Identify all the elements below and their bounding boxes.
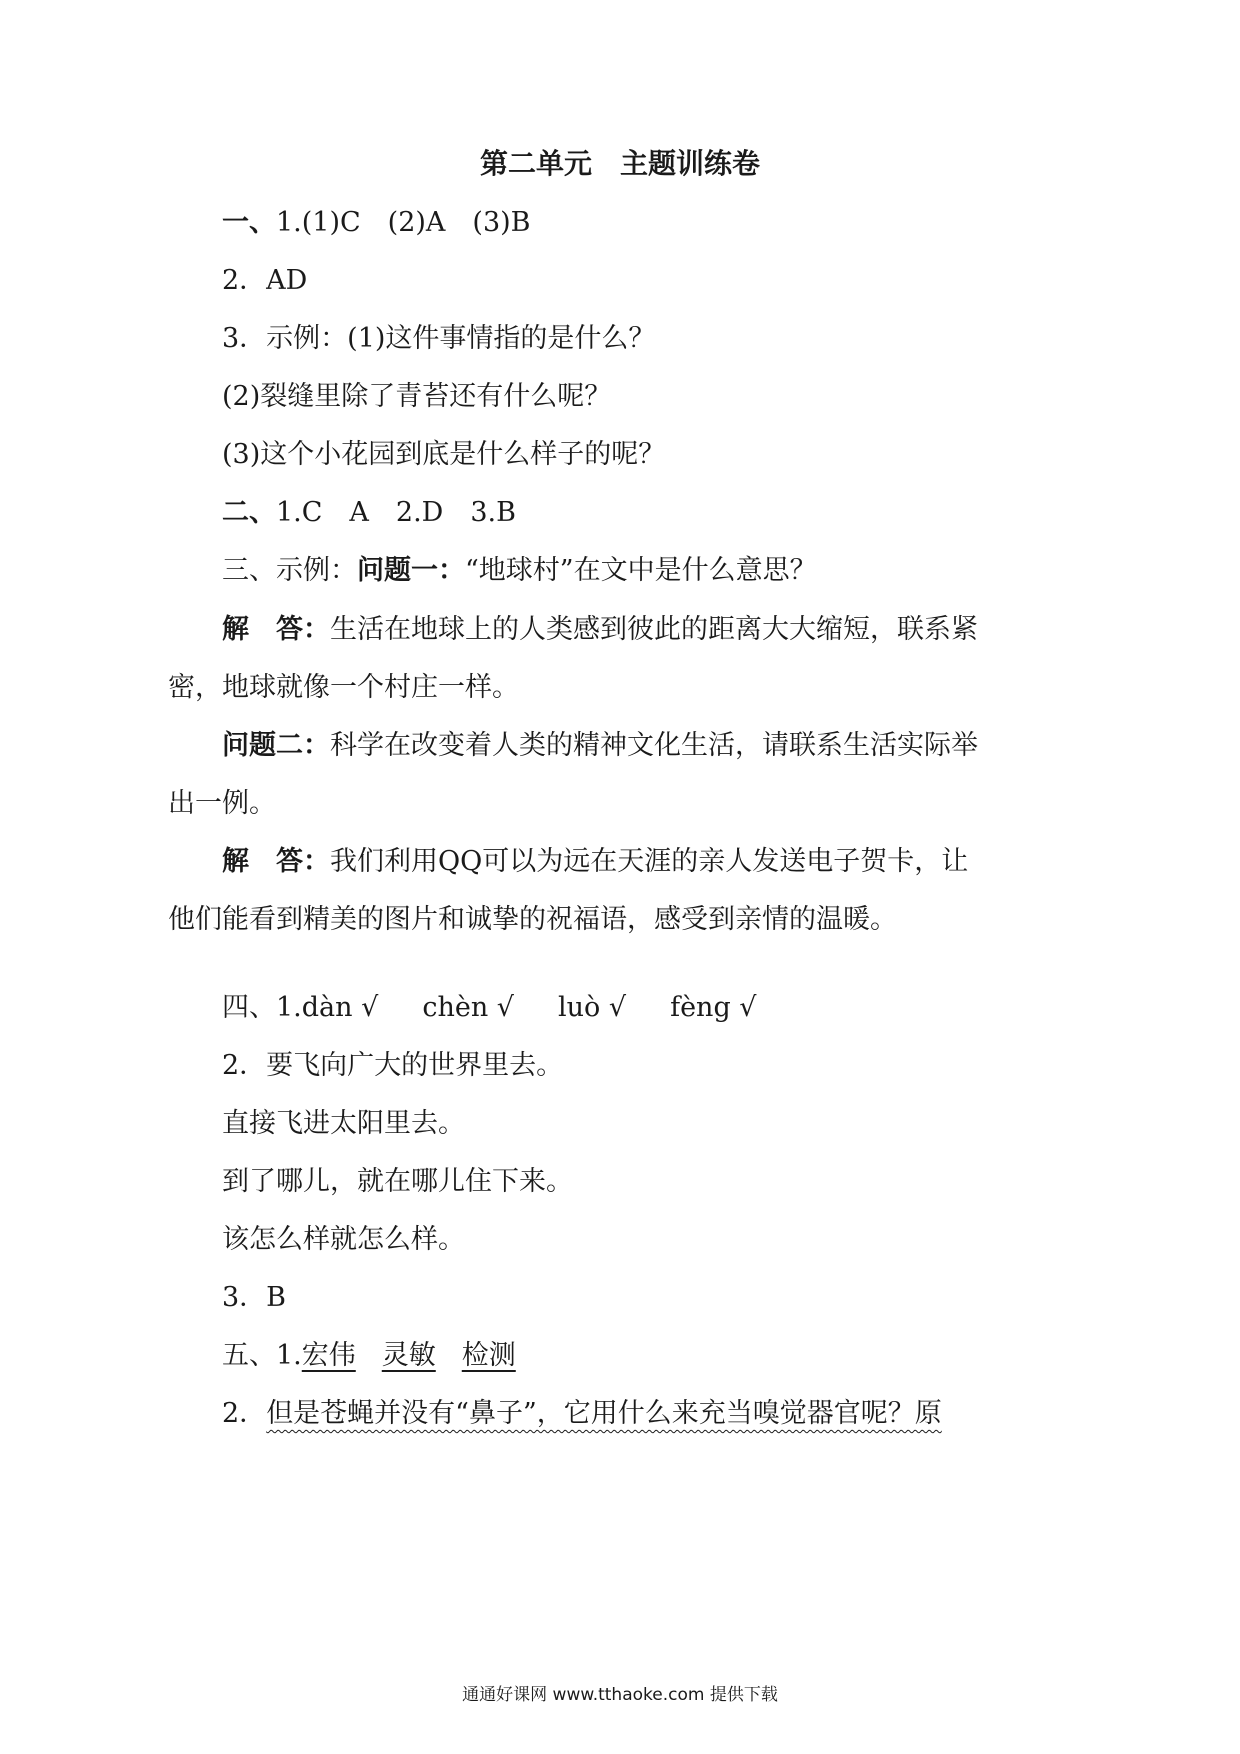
section-3-question-1 [222,555,817,587]
pinyin-1: 1.dàn √ [276,992,379,1023]
section-2-answers: 1.C A 2.D 3.B [276,497,516,528]
section-5-item-2-number: 2． [222,1398,267,1429]
answer-2-label: 解 答： [222,846,330,877]
question-2-line-2: 出一例。 [168,788,276,819]
answer-1-line-1 [222,614,978,646]
section-4-line-1 [222,992,757,1024]
question-2-text-1: 科学在改变着人类的精神文化生活，请联系生活实际举 [330,730,978,761]
answer-1-label: 解 答： [222,614,330,645]
section-4-line-2: 2．要飞向广大的世界里去。 [222,1050,564,1081]
section-5-prefix: 五、1. [222,1340,302,1371]
question-1-label: 问题一： [357,555,465,586]
section-4-line-5: 该怎么样就怎么样。 [222,1224,465,1255]
question-2-label: 问题二： [222,730,330,761]
section-1-prefix: 一、 [222,207,276,238]
section-1-line-5: (3)这个小花园到底是什么样子的呢？ [222,439,666,470]
question-2-line-1 [222,730,978,762]
section-4-prefix: 四、 [222,992,276,1023]
pinyin-4: fèng √ [670,992,757,1023]
section-5-line-2 [222,1398,942,1430]
section-1-line-2: 2．AD [222,265,308,296]
section-4-line-3: 直接飞进太阳里去。 [222,1108,465,1139]
answer-2-line-1 [222,846,968,878]
pinyin-3: luò √ [558,992,627,1023]
section-4-line-6: 3．B [222,1282,287,1313]
word-1: 宏伟 [301,1340,356,1371]
section-3-prefix: 三、示例： [222,555,357,586]
section-4-line-4: 到了哪儿，就在哪儿住下来。 [222,1166,573,1197]
section-1-answers: 1.(1)C (2)A (3)B [276,207,531,238]
answer-2-line-2: 他们能看到精美的图片和诚挚的祝福语，感受到亲情的温暖。 [168,904,897,935]
word-3: 检测 [461,1340,516,1371]
footer-source: 通通好课网 www.tthaoke.com 提供下载 [462,1685,778,1705]
pinyin-2: chèn √ [422,992,514,1023]
section-5-item-2-text: 但是苍蝇并没有“鼻子”，它用什么来充当嗅觉器官呢？原 [266,1398,942,1429]
answer-2-text-1: 我们利用QQ可以为远在天涯的亲人发送电子贺卡，让 [330,846,969,877]
section-1-line-1 [222,207,531,239]
section-1-line-3: 3．示例：(1)这件事情指的是什么？ [222,323,656,354]
section-5-line-1 [222,1340,516,1372]
answer-1-line-2: 密，地球就像一个村庄一样。 [168,672,519,703]
section-2-prefix: 二、 [222,497,276,528]
section-1-line-4: (2)裂缝里除了青苔还有什么呢？ [222,381,612,412]
word-2: 灵敏 [381,1340,436,1371]
answer-1-text-1: 生活在地球上的人类感到彼此的距离大大缩短，联系紧 [330,614,978,645]
page-title: 第二单元 主题训练卷 [479,147,760,180]
question-1-text: “地球村”在文中是什么意思？ [465,555,817,586]
section-2-line-1 [222,497,516,529]
